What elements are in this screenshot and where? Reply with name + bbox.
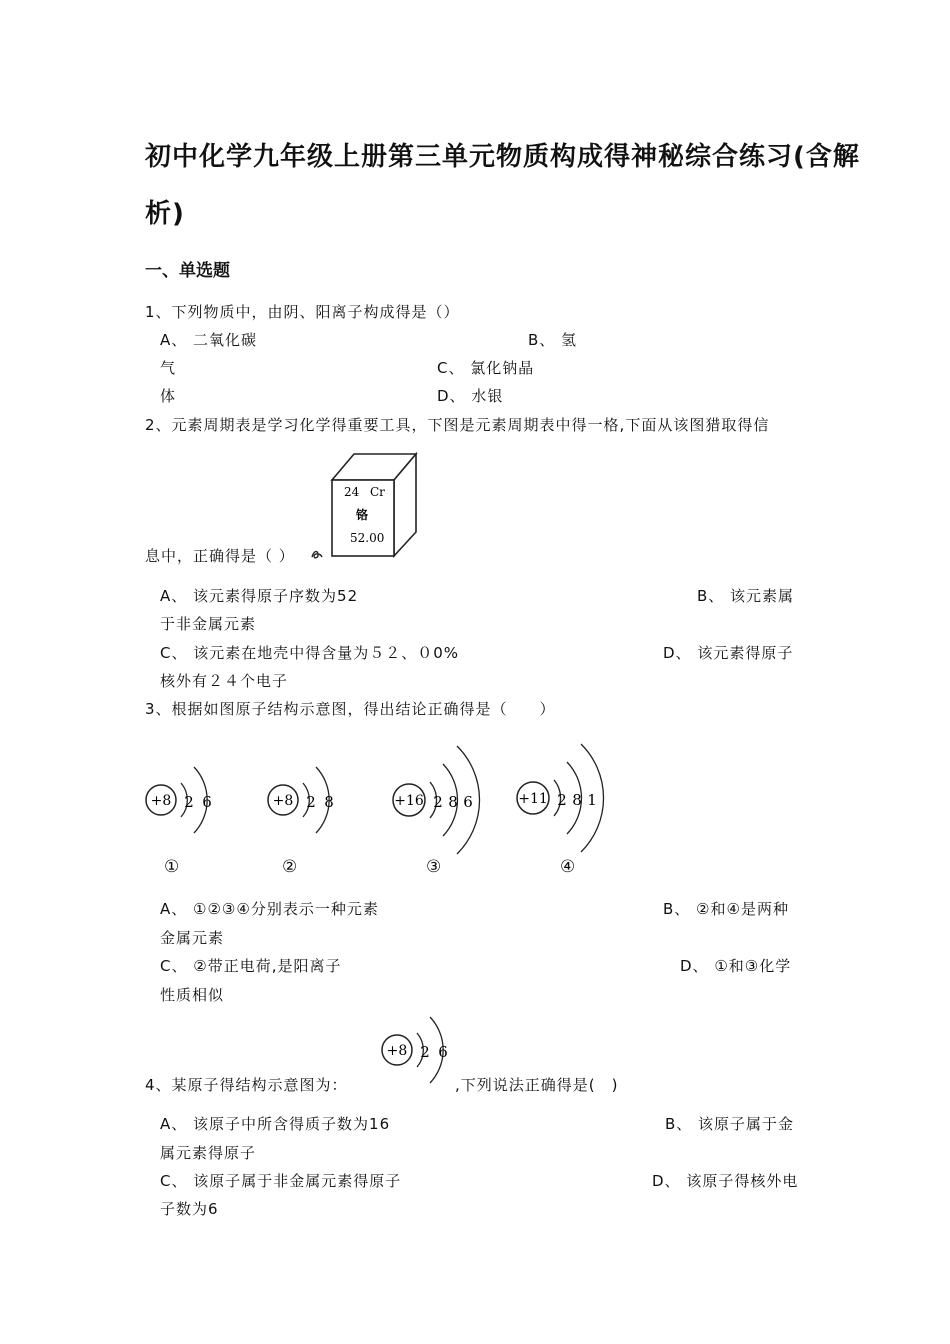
svg-text:+8: +8 (150, 793, 172, 809)
q2-option-c: C、 该元素在地壳中得含量为５２、０0% (160, 644, 460, 662)
svg-text:2: 2 (306, 793, 316, 811)
q4-option-b-cont: 属元素得原子 (160, 1144, 257, 1162)
atom-diagram-1 (140, 755, 230, 845)
q2-option-a: A、 该元素得原子序数为52 (160, 587, 359, 605)
svg-text:2: 2 (420, 1043, 430, 1061)
svg-text:8: 8 (448, 793, 458, 811)
q4-option-b: B、 该原子属于金 (665, 1115, 795, 1133)
svg-text:6: 6 (202, 793, 212, 811)
q4-stem-prefix: 4、某原子得结构示意图为： (145, 1076, 348, 1094)
cell-element-name: 铬 (356, 508, 369, 522)
q2-option-b-cont: 于非金属元素 (160, 615, 257, 633)
cell-symbol: Cr (370, 485, 385, 499)
atom-diagram-2 (262, 755, 352, 845)
atom-diagram-4 (511, 738, 611, 858)
q2-stem-line2: 息中，正确得是（ ） (145, 547, 295, 565)
q4-option-d-cont: 子数为6 (160, 1200, 219, 1218)
q1-option-c: C、 氯化钠晶 (437, 359, 535, 377)
svg-text:8: 8 (324, 793, 334, 811)
diagram-label-2: ② (282, 857, 299, 877)
q4-option-a: A、 该原子中所含得质子数为16 (160, 1115, 391, 1133)
svg-text:6: 6 (438, 1043, 448, 1061)
q1-stem: 1、下列物质中，由阴、阳离子构成得是（） (145, 303, 460, 321)
atom-diagram-3 (387, 740, 487, 860)
q4-stem-suffix: ,下列说法正确得是( ) (455, 1076, 619, 1094)
q2-option-d-cont: 核外有２４个电子 (160, 672, 289, 690)
q3-stem: 3、根据如图原子结构示意图，得出结论正确得是（ ） (145, 700, 556, 718)
cell-atomic-number: 24 (344, 485, 360, 499)
diagram-label-4: ④ (560, 857, 577, 877)
q2-option-d: D、 该元素得原子 (663, 644, 794, 662)
doc-title-line1: 初中化学九年级上册第三单元物质构成得神秘综合练习(含解 (145, 142, 860, 172)
periodic-table-cell (330, 452, 420, 560)
q1-option-a: A、 二氧化碳 (160, 331, 258, 349)
q3-option-b: B、 ②和④是两种 (663, 900, 789, 918)
diagram-label-3: ③ (426, 857, 443, 877)
q3-option-b-cont: 金属元素 (160, 929, 225, 947)
svg-text:2: 2 (557, 791, 567, 809)
atom-diagram-q4 (376, 1005, 466, 1095)
svg-text:8: 8 (572, 791, 582, 809)
squiggle-mark (311, 548, 323, 560)
doc-title-line2: 析) (145, 199, 185, 229)
svg-text:1: 1 (587, 791, 597, 809)
q3-option-d-cont: 性质相似 (160, 986, 225, 1004)
q3-option-d: D、 ①和③化学 (680, 957, 792, 975)
q1-option-c-cont: 体 (160, 387, 177, 405)
section-heading: 一、单选题 (145, 261, 230, 281)
cell-atomic-mass: 52.00 (350, 531, 385, 545)
q4-option-d: D、 该原子得核外电 (652, 1172, 799, 1190)
q2-stem-line1: 2、元素周期表是学习化学得重要工具，下图是元素周期表中得一格,下面从该图猎取得信 (145, 416, 770, 434)
q1-option-d: D、 水银 (437, 387, 504, 405)
diagram-label-1: ① (164, 857, 181, 877)
q2-option-b: B、 该元素属 (697, 587, 795, 605)
svg-text:6: 6 (463, 793, 473, 811)
q1-option-b: B、 氢 (528, 331, 578, 349)
q1-option-b-cont: 气 (160, 359, 177, 377)
svg-text:+11: +11 (518, 791, 548, 807)
svg-text:2: 2 (433, 793, 443, 811)
q4-option-c: C、 该原子属于非金属元素得原子 (160, 1172, 402, 1190)
svg-text:2: 2 (184, 793, 194, 811)
q3-option-a: A、 ①②③④分别表示一种元素 (160, 900, 379, 918)
svg-text:+8: +8 (386, 1043, 408, 1059)
q3-option-c: C、 ②带正电荷,是阳离子 (160, 957, 342, 975)
svg-text:+16: +16 (394, 793, 424, 809)
svg-text:+8: +8 (272, 793, 294, 809)
